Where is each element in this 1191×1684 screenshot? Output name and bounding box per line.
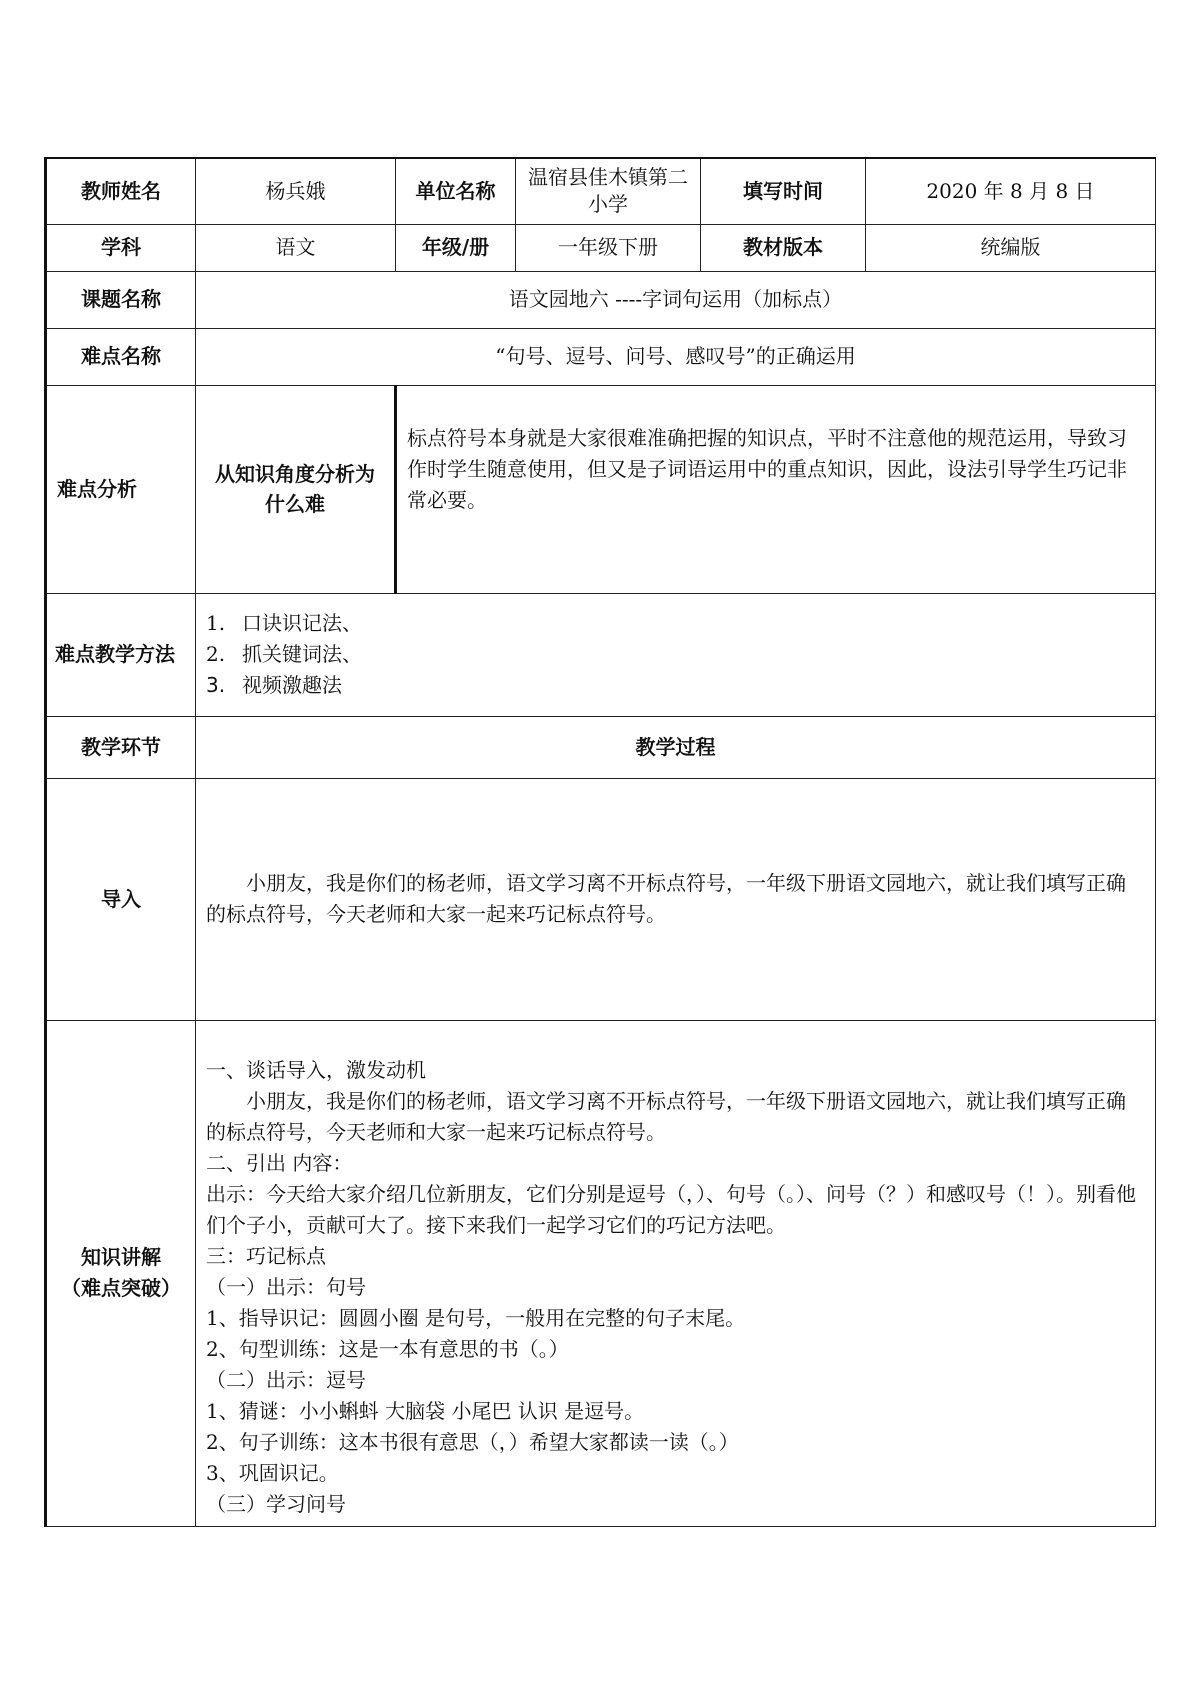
subject-value: 语文 (196, 224, 396, 271)
knowledge-content (196, 1020, 1156, 1526)
unit-name-label: 单位名称 (396, 158, 516, 224)
knowledge-line: （三）学习问号 (206, 1491, 346, 1516)
subject-label: 学科 (46, 224, 196, 271)
intro-text: 小朋友，我是你们的杨老师，语文学习离不开标点符号，一年级下册语文园地六，就让我们填写正确的标点符号，今天老师和大家一起来巧记标点符号。 (206, 871, 1126, 926)
methods-row (46, 593, 1156, 716)
analysis-text: 标点符号本身就是大家很难准确把握的知识点，平时不注意他的规范运用，导致习作时学生随意使用，但又是子词语运用中的重点知识，因此，设法引导学生巧记非常必要。 (396, 385, 1156, 593)
grade-label: 年级/册 (396, 224, 516, 271)
teacher-name-value: 杨兵娥 (196, 158, 396, 224)
method-item (206, 608, 1145, 639)
analysis-row (46, 385, 1156, 593)
difficulty-label: 难点名称 (46, 328, 196, 385)
method-item (206, 639, 1145, 670)
knowledge-line: 出示：今天给大家介绍几位新朋友，它们分别是逗号（，）、句号（。）、问号（？）和感叹号（！）。别看他们个子小，贡献可大了。接下来我们一起学习它们的巧记方法吧。 (206, 1181, 1136, 1237)
method-text: 抓关键词法、 (242, 642, 362, 666)
intro-row (46, 778, 1156, 1020)
analysis-label: 难点分析 (46, 385, 196, 593)
method-text: 口诀识记法、 (242, 611, 362, 635)
intro-label: 导入 (46, 778, 196, 1020)
knowledge-row (46, 1020, 1156, 1526)
method-text: 视频激趣法 (242, 673, 342, 697)
process-title: 教学过程 (196, 716, 1156, 778)
method-number: 2. (206, 642, 226, 666)
info-row-1 (46, 158, 1156, 224)
knowledge-line: （一）出示：句号 (206, 1274, 366, 1299)
process-header-row (46, 716, 1156, 778)
knowledge-label-line1: 知识讲解 (81, 1245, 161, 1269)
grade-value: 一年级下册 (516, 224, 701, 271)
edition-value: 统编版 (866, 224, 1156, 271)
knowledge-line: （二）出示：逗号 (206, 1367, 366, 1392)
knowledge-label-cell (46, 1020, 196, 1526)
methods-label: 难点教学方法 (46, 593, 196, 716)
teacher-name-label: 教师姓名 (46, 158, 196, 224)
difficulty-value: “句号、逗号、问号、感叹号”的正确运用 (196, 328, 1156, 385)
topic-label: 课题名称 (46, 271, 196, 328)
knowledge-line: 一、谈话导入，激发动机 (206, 1057, 426, 1082)
info-row-2 (46, 224, 1156, 271)
knowledge-line: 二、引出 内容： (206, 1150, 353, 1175)
fill-date-label: 填写时间 (701, 158, 866, 224)
analysis-sub-label: 从知识角度分析为什么难 (196, 385, 396, 593)
knowledge-line: 小朋友，我是你们的杨老师，语文学习离不开标点符号，一年级下册语文园地六，就让我们填写正确的标点符号，今天老师和大家一起来巧记标点符号。 (206, 1088, 1126, 1144)
knowledge-line: 1、指导识记：圆圆小圈 是句号，一般用在完整的句子末尾。 (206, 1305, 746, 1330)
difficulty-row (46, 328, 1156, 385)
method-number: 1. (206, 611, 226, 635)
unit-name-value: 温宿县佳木镇第二小学 (516, 158, 701, 224)
knowledge-line: 3、巩固识记。 (206, 1460, 339, 1485)
knowledge-line: 1、猜谜：小小蝌蚪 大脑袋 小尾巴 认识 是逗号。 (206, 1398, 645, 1423)
methods-list (206, 608, 1145, 701)
knowledge-label-line2: （难点突破） (61, 1276, 181, 1300)
topic-value: 语文园地六 ----字词句运用（加标点） (196, 271, 1156, 328)
topic-row (46, 271, 1156, 328)
fill-date-value: 2020 年 8 月 8 日 (866, 158, 1156, 224)
knowledge-line: 2、句子训练：这本书很有意思（，）希望大家都读一读（。） (206, 1429, 739, 1454)
lesson-plan-table (44, 157, 1156, 1527)
methods-cell (196, 593, 1156, 716)
method-item (206, 670, 1145, 701)
intro-cell (196, 778, 1156, 1020)
knowledge-line: 2、句型训练：这是一本有意思的书（。） (206, 1336, 569, 1361)
method-number: 3. (206, 673, 226, 697)
knowledge-line: 三：巧记标点 (206, 1243, 326, 1268)
edition-label: 教材版本 (701, 224, 866, 271)
process-stage-label: 教学环节 (46, 716, 196, 778)
